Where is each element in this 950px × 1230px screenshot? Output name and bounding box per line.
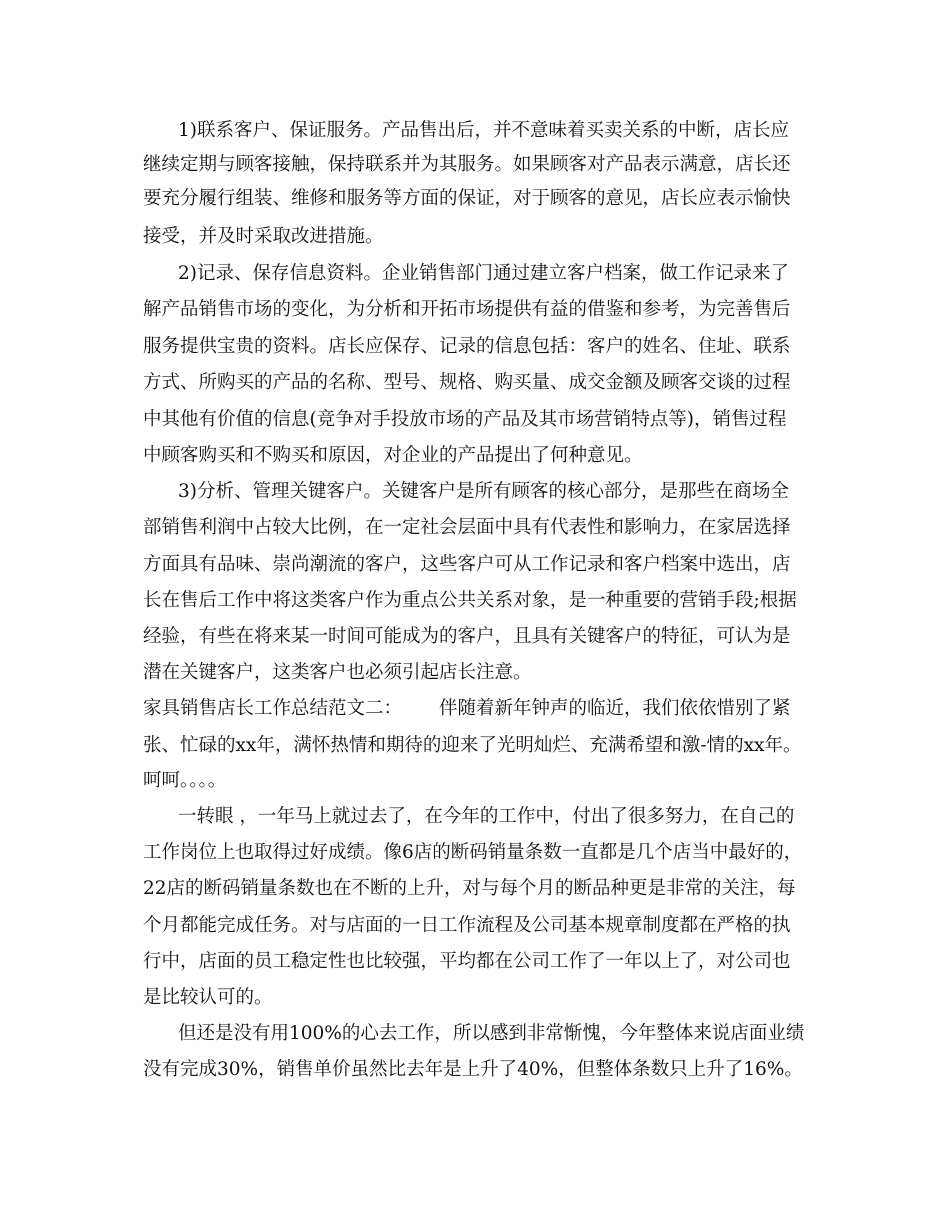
section-heading-line bbox=[143, 692, 833, 726]
paragraph-3-line-2: 部销售利润中占较大比例，在一定社会层面中具有代表性和影响力，在家居选择 bbox=[143, 517, 791, 538]
section-heading: 家具销售店长工作总结范文二： bbox=[143, 698, 403, 719]
paragraph-1-line-1: 1)联系客户、保证服务。产品售出后，并不意味着买卖关系的中断，店长应 bbox=[178, 120, 789, 141]
paragraph-1-line-4: 接受，并及时采取改进措施。 bbox=[143, 226, 384, 247]
section-intro-line-2: 张、忙碌的xx年，满怀热情和期待的迎来了光明灿烂、充满希望和激-情的xx年。 bbox=[143, 735, 802, 756]
paragraph-1-line-2: 继续定期与顾客接触，保持联系并为其服务。如果顾客对产品表示满意，店长还 bbox=[143, 154, 791, 175]
paragraph-2-line-3: 服务提供宝贵的资料。店长应保存、记录的信息包括：客户的姓名、住址、联系 bbox=[143, 336, 791, 357]
paragraph-4-line-6: 是比较认可的。 bbox=[143, 987, 273, 1008]
paragraph-2-line-2: 解产品销售市场的变化，为分析和开拓市场提供有益的借鉴和参考，为完善售后 bbox=[143, 299, 791, 320]
paragraph-2-line-5: 中其他有价值的信息(竞争对手投放市场的产品及其市场营销特点等)，销售过程 bbox=[143, 409, 787, 430]
paragraph-2-line-1: 2)记录、保存信息资料。企业销售部门通过建立客户档案，做工作记录来了 bbox=[178, 263, 789, 284]
paragraph-4-line-5: 行中，店面的员工稳定性也比较强，平均都在公司工作了一年以上了，对公司也 bbox=[143, 951, 791, 972]
paragraph-5-line-2: 没有完成30%，销售单价虽然比去年是上升了40%，但整体条数只上升了16%。 bbox=[143, 1059, 803, 1080]
paragraph-1-line-3: 要充分履行组装、维修和服务等方面的保证，对于顾客的意见，店长应表示愉快 bbox=[143, 188, 791, 209]
paragraph-2-line-6: 中顾客购买和不购买和原因，对企业的产品提出了何种意见。 bbox=[143, 445, 643, 466]
section-intro-start: 伴随着新年钟声的临近，我们依依惜别了紧 bbox=[439, 698, 791, 719]
paragraph-3-line-5: 经验，有些在将来某一时间可能成为的客户，且具有关键客户的特征，可认为是 bbox=[143, 626, 791, 647]
paragraph-5-line-1: 但还是没有用100%的心去工作，所以感到非常惭愧，今年整体来说店面业绩 bbox=[178, 1023, 805, 1044]
paragraph-4-line-3: 22店的断码销量条数也在不断的上升，对与每个月的断品种更是非常的关注，每 bbox=[143, 878, 796, 899]
section-intro-line-3: 呵呵。。。。 bbox=[143, 770, 227, 791]
paragraph-4-line-2: 工作岗位上也取得过好成绩。像6店的断码销量条数一直都是几个店当中最好的， bbox=[143, 842, 803, 863]
paragraph-3-line-1: 3)分析、管理关键客户。关键客户是所有顾客的核心部分，是那些在商场全 bbox=[178, 481, 789, 502]
paragraph-4-line-4: 个月都能完成任务。对与店面的一日工作流程及公司基本规章制度都在严格的执 bbox=[143, 915, 791, 936]
paragraph-3-line-6: 潜在关键客户，这类客户也必须引起店长注意。 bbox=[143, 662, 532, 683]
paragraph-3-line-3: 方面具有品味、崇尚潮流的客户，这些客户可从工作记录和客户档案中选出，店 bbox=[143, 554, 791, 575]
paragraph-2-line-4: 方式、所购买的产品的名称、型号、规格、购买量、成交金额及顾客交谈的过程 bbox=[143, 372, 791, 393]
paragraph-4-line-1: 一转眼 ，一年马上就过去了，在今年的工作中，付出了很多努力，在自己的 bbox=[178, 806, 795, 827]
paragraph-3-line-4: 长在售后工作中将这类客户作为重点公共关系对象，是一种重要的营销手段;根据 bbox=[143, 590, 797, 611]
